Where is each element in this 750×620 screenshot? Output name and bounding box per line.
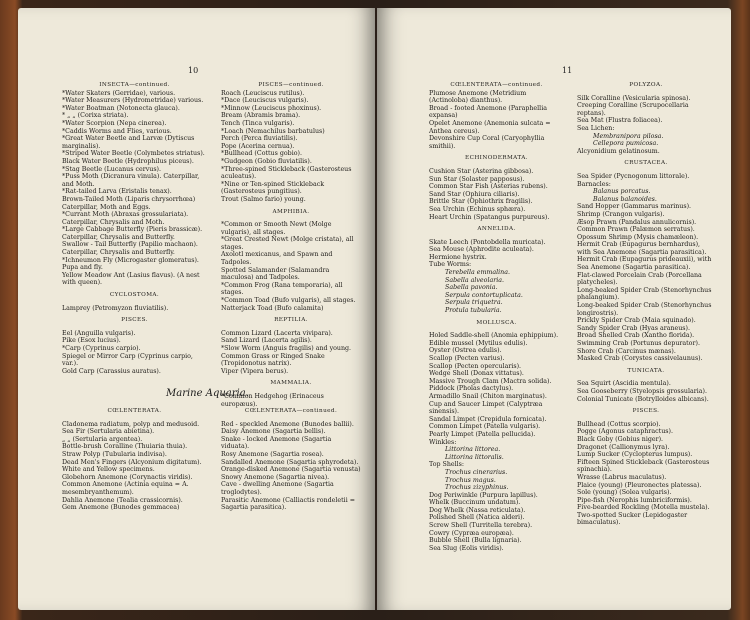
list-entry: Armadillo Snail (Chiton marginatus). (429, 392, 547, 400)
list-entry: *Three-spined Stickleback (Gasterosteus aculeatus). (221, 165, 352, 181)
list-entry: *Dace (Leuciscus vulgaris). (221, 97, 309, 105)
sub-entry: Balanus porcatus. (593, 188, 651, 196)
list-entry: Sea Fir (Sertularia abietina). (62, 428, 155, 436)
list-entry: Bream (Abramis brama). (221, 112, 301, 120)
section-heading: TUNICATA. (627, 367, 665, 374)
list-entry: Cowry (Cypræa europæa). (429, 529, 514, 537)
list-entry: *Common Hedgehog (Erinaceus europæus). (221, 392, 324, 408)
list-entry: Swallow - Tail Butterfly (Papilio machaon). Caterpillar, Chrysalis and Butterfly. (62, 241, 198, 257)
list-entry: Orange-disked Anemone (Sagartia venusta) (221, 466, 361, 474)
list-entry: Two-spotted Sucker (Lepidogaster bimaculatus). (577, 511, 688, 527)
sub-entry: Serpula contortuplicata. (445, 291, 523, 299)
list-entry: Broad - footed Anemone (Paraphellia expansa) (429, 104, 547, 120)
list-entry: Wedge Shell (Donax vittatus). (429, 370, 524, 378)
sub-entry: Littorina littorea. (445, 446, 501, 454)
section-heading: PISCES. (632, 408, 660, 415)
list-entry: *Ichneumon Fly (Microgaster glomeratus). Pupa and fly. (62, 256, 199, 272)
list-entry: Lump Sucker (Cyclopterus lumpus). (577, 451, 693, 459)
list-entry: *Loach (Nemachilus barbatulus) (221, 127, 325, 135)
list-entry: Screw Shell (Turritella terebra). (429, 522, 533, 530)
section-title: Marine Aquaria. (166, 388, 249, 399)
list-entry: Pope (Acerina cernua). (221, 142, 295, 150)
list-entry: Sea Mat (Flustra foliacea). (577, 117, 663, 125)
list-entry: Oyster (Ostrea edulis). (429, 347, 502, 355)
list-entry: Barnacles: (577, 180, 611, 188)
list-entry: Shore Crab (Carcinus mænas). (577, 347, 676, 355)
list-entry: Cup and Saucer Limpet (Calyptræa sinensis). (429, 400, 543, 416)
list-entry: Masked Crab (Corystes cassivelaunus). (577, 355, 703, 363)
list-entry: Dahlia Anemone (Tealia crassicornis). (62, 496, 183, 504)
left-col-3 (62, 408, 207, 512)
list-entry: *Great Crested Newt (Molge cristata), all stages. (221, 236, 354, 251)
list-entry: Pipe-fish (Nerophis lumbriciformis). (577, 496, 692, 504)
section-heading: CŒLENTERATA—continued. (450, 82, 543, 88)
list-entry: *Water Boatman (Notonecta glauca). (62, 104, 180, 112)
list-entry: Prickly Spider Crab (Maia squinado). (577, 317, 696, 325)
list-entry: Common Grass or Ringed Snake (Tropidonotus natrix). (221, 352, 325, 368)
list-entry: Dragonet (Callionymus lyra). (577, 443, 670, 451)
list-entry: Sandalled Anemone (Sagartia sphyrodeta). (221, 458, 359, 466)
list-entry: Common Lizard (Lacerta vivipara). (221, 329, 333, 337)
sub-entry: Cellepora pumicosa. (593, 140, 659, 148)
list-entry: *Slow Worm (Anguis fragilis) and young. (221, 345, 352, 352)
section-heading: POLYZOA. (629, 82, 663, 88)
list-entry: Black Water Beetle (Hydrophilus piceus). (62, 157, 194, 165)
list-entry: Gold Carp (Carassius auratus). (62, 367, 161, 375)
list-entry: Hermit Crab (Eupagurus prideauxii), with Sea Anemone (Sagartia parasitica). (577, 256, 712, 272)
list-entry: Common Prawn (Palæmon serratus). (577, 226, 695, 234)
list-entry: Brittle Star (Ophiothrix fragilis). (429, 198, 533, 206)
sub-entry: Sabella alveolaria. (445, 276, 504, 284)
list-entry: Cave - dwelling Anemone (Sagartia troglodytes). (221, 481, 334, 496)
list-entry: Trout (Salmo fario) young. (221, 195, 306, 203)
list-entry: *Water Scorpion (Nepa cinerea). (62, 119, 167, 127)
section-heading: ANNELIDA. (477, 226, 516, 233)
list-entry: Yellow Meadow Ant (Lasius flavus). (A nest with queen). (62, 271, 200, 287)
list-entry: *Stag Beetle (Lucanus cervus). (62, 165, 162, 173)
list-entry: Five-bearded Rockling (Motella mustela). (577, 504, 710, 512)
list-entry: *Common or Smooth Newt (Molge vulgaris), all stages. (221, 221, 332, 236)
list-entry: Fifteen Spined Stickleback (Gasterosteus spinachia). (577, 458, 710, 474)
list-entry: *Rat-tailed Larva (Eristalis tenax). (62, 188, 172, 196)
right-col-2 (577, 82, 715, 527)
list-entry: Sea Slug (Eolis viridis). (429, 544, 504, 552)
list-entry: Silk Coralline (Vesicularia spinosa). (577, 94, 691, 102)
list-entry: Colonial Tunicate (Botrylloides albicans). (577, 395, 709, 403)
list-entry: Dog Whelk (Nassa reticulata). (429, 506, 526, 514)
list-entry: Æsop Prawn (Pandalus annulicornis). (577, 218, 697, 226)
list-entry: Black Goby (Gobius niger). (577, 435, 664, 443)
list-entry: Natterjack Toad (Bufo calamita) (221, 304, 324, 312)
list-entry: *Water Skaters (Gerridae), various. (62, 89, 176, 97)
list-entry: Common Star Fish (Asterias rubens). (429, 183, 548, 191)
section-heading: CŒLENTERATA. (107, 408, 162, 414)
section-heading: AMPHIBIA. (272, 208, 310, 215)
list-entry: Plaice (young) (Pleuronectes platessa). (577, 481, 702, 489)
list-entry: Opelet Anemone (Anemonia sulcata = Anthea cereus). (429, 119, 551, 135)
section-heading: CŒLENTERATA—continued. (244, 408, 338, 414)
sub-entry: Littorina littoralis. (445, 453, 504, 461)
list-entry: Long-beaked Spider Crab (Stenorhynchus phalangium). (577, 286, 712, 302)
list-entry: Edible mussel (Mytilus edulis). (429, 339, 528, 347)
right-col-1 (429, 82, 564, 552)
section-heading: PISCES—continued. (258, 82, 324, 88)
list-entry: Common Anemone (Actinia equina = A. mesembryanthemum). (62, 481, 189, 496)
left-col-1 (62, 82, 207, 375)
list-entry: Sea Spider (Pycnogonum littorale). (577, 172, 690, 180)
list-entry: Snowy Anemone (Sagartia nivea). (221, 473, 330, 481)
list-entry: Hermione hystrix. (429, 253, 487, 261)
list-entry: Pearly Limpet (Patella pellucida). (429, 430, 536, 438)
sub-entry: Trochus zizyphinus. (445, 484, 509, 492)
left-page (18, 8, 375, 610)
list-entry: Alcyonidium gelatinosum. (577, 147, 660, 155)
list-entry: Cladonema radiatum, polyp and medusoid. (62, 420, 200, 428)
list-entry: Pike (Esox lucius). (62, 337, 121, 345)
list-entry: Sea Mouse (Aphrodite aculeata). (429, 246, 534, 254)
page-number: 11 (562, 66, 573, 75)
list-entry: Gem Anemone (Bunodes gemmacea) (62, 504, 180, 512)
section-heading: MAMMALIA. (270, 380, 312, 387)
list-entry: Perch (Perca fluviatilis). (221, 135, 298, 143)
list-entry: Holed Saddle-shell (Anomia ephippium). (429, 332, 559, 340)
list-entry: Top Shells: (429, 461, 465, 469)
list-entry: *Water Measurers (Hydrometridae) various. (62, 97, 204, 105)
list-entry: Tench (Tinca vulgaris). (221, 119, 295, 127)
list-entry: Sand Star (Ophiura ciliaris). (429, 190, 520, 198)
list-entry: Common Limpet (Patella vulgaris). (429, 423, 541, 431)
list-entry: Dead Men's Fingers (Alcyonium digitatum). White and Yellow specimens. (62, 458, 202, 474)
list-entry: Heart Urchin (Spatangus purpureus). (429, 213, 550, 221)
list-entry: Hermit Crab (Eupagurus bernhardus), with Sea Anemone (Sagartia parasitica). (577, 241, 707, 256)
list-entry: Axolotl mexicanus, and Spawn and Tadpoles. (221, 251, 333, 267)
list-entry: *Common Toad (Bufo vulgaris), all stages. (221, 297, 356, 305)
list-entry: *Gudgeon (Gobio fluviatilis). (221, 157, 312, 165)
list-entry: Shrimp (Crangon vulgaris). (577, 210, 665, 218)
list-entry: Piddock (Pholas dactylus). (429, 385, 514, 393)
section-heading: PISCES. (121, 317, 148, 324)
list-entry: Sandy Spider Crab (Hyas araneus). (577, 324, 690, 332)
list-entry: Viper (Vipera berus). (221, 367, 289, 375)
list-entry: Creeping Coralline (Scrupocellaria reptans). (577, 102, 689, 117)
sub-entry: Protula tubularia. (445, 307, 502, 315)
sub-entry: Trochus magus. (445, 476, 496, 484)
list-entry: Long-beaked Spider Crab (Stenorhynchus longirostris). (577, 302, 712, 317)
list-entry: Straw Polyp (Tubularia indivisa). (62, 450, 167, 458)
list-entry: *Minnow (Leuciscus phoxinus). (221, 104, 322, 112)
list-entry: Sea Gooseberry (Styelopsis grossularia). (577, 387, 707, 395)
list-entry: Rosy Anemone (Sagartia rosea). (221, 450, 324, 458)
list-entry: Sandal Limpet (Crepidula fornicata). (429, 415, 547, 423)
section-heading: MOLLUSCA. (476, 319, 517, 326)
list-entry: Scallop (Pecten varius). (429, 355, 505, 362)
list-entry: Sea Lichen: (577, 124, 615, 132)
sub-entry: Serpula triquetra. (445, 299, 503, 307)
list-entry: Massive Trough Clam (Mactra solida). (429, 377, 552, 385)
list-entry: Winkles: (429, 438, 457, 446)
left-col-2 (221, 82, 361, 408)
list-entry: Flat-clawed Porcelain Crab (Porcellana platycheles). (577, 271, 702, 287)
list-entry: *Nine or Ten-spined Stickleback (Gasterosteus pungitius). (221, 180, 325, 196)
list-entry: *Currant Moth (Abraxas grossulariata). Caterpillar, Chrysalis and Moth. (62, 211, 189, 226)
list-entry: Cushion Star (Asterina gibbosa). (429, 167, 534, 175)
sub-entry: Trochus cinerarius. (445, 468, 508, 476)
list-entry: Sand Hopper (Gammarus marinus). (577, 203, 692, 211)
section-heading: ECHINODERMATA. (465, 155, 528, 162)
list-entry: Red - speckled Anemone (Bunodes ballii). (221, 420, 354, 428)
list-entry: *Carp (Cyprinus carpio). (62, 345, 141, 352)
list-entry: Lamprey (Petromyzon fluviatilis). (62, 304, 169, 312)
left-col-4 (221, 408, 361, 512)
list-entry: Plumose Anemone (Metridium (Actinoloba) dianthus). (429, 89, 527, 105)
list-entry: „ „ (Sertularia argentea). (62, 435, 143, 443)
right-page (377, 8, 731, 610)
section-heading: CRUSTACEA. (624, 160, 668, 167)
list-entry: Spotted Salamander (Salamandra maculosa) and Tadpoles. (221, 266, 330, 282)
list-entry: *Great Water Beetle and Larvæ (Dytiscus marginalis). (62, 135, 195, 150)
section-heading: INSECTA—continued. (99, 82, 170, 88)
list-entry: *Puss Moth (Dicranura vinula). Caterpillar, and Moth. (62, 173, 200, 188)
list-entry: Sand Lizard (Lacerta agilis). (221, 337, 312, 345)
list-entry: *Common Frog (Rana temporaria), all stages. (221, 281, 343, 297)
list-entry: Devonshire Cup Coral (Caryophyllia smithii). (429, 135, 545, 150)
list-entry: Tube Worms: (429, 261, 472, 269)
list-entry: Sea Squirt (Ascidia mentula). (577, 380, 671, 388)
list-entry: Wrasse (Labrus maculatus). (577, 473, 667, 481)
list-entry: Roach (Leuciscus rutilus). (221, 89, 305, 97)
list-entry: Parasitic Anemone (Calliactis rondeletii = Sagartia parasitica). (221, 496, 355, 512)
list-entry: Scallop (Pecten opercularis). (429, 362, 522, 370)
list-entry: Eel (Anguilla vulgaris). (62, 329, 136, 337)
list-entry: Opossum Shrimp (Mysis chamæleon). (577, 233, 699, 241)
list-entry: Skate Leech (Pontobdella muricata). (429, 238, 546, 246)
sub-entry: Balanus balanoides. (593, 195, 657, 203)
sub-entry: Sabella pavonia. (445, 284, 498, 292)
list-entry: Bullhead (Cottus scorpio). (577, 420, 661, 428)
list-entry: Bubble Shell (Bulla lignaria). (429, 537, 522, 545)
list-entry: *Large Cabbage Butterfly (Pieris brassicæ). Caterpillar, Chrysalis and Butterfly. (62, 226, 203, 241)
list-entry: Polished Shell (Natica alderi). (429, 514, 525, 522)
list-entry: * „ „ (Corixa striata). (62, 112, 129, 120)
list-entry: Pogge (Agonus cataphractus). (577, 428, 673, 436)
list-entry: Sole (young) (Solea vulgaris). (577, 489, 672, 497)
list-entry: Spiegel or Mirror Carp (Cyprinus carpio, var.). (62, 352, 193, 368)
list-entry: *Striped Water Beetle (Colymbetes striatus). (62, 150, 205, 158)
list-entry: Dog Periwinkle (Purpura lapillus). (429, 491, 538, 499)
section-heading: CYCLOSTOMA. (109, 292, 160, 299)
sub-entry: Terebella emmalina. (445, 269, 510, 277)
list-entry: Sun Star (Solaster papposus). (429, 175, 525, 183)
list-entry: Swimming Crab (Portunus depurator). (577, 340, 700, 347)
list-entry: Broad Shelled Crab (Xantho florida). (577, 332, 695, 340)
list-entry: Snake - locked Anemone (Sagartia viduata). (221, 435, 332, 451)
section-heading: REPTILIA. (274, 317, 308, 324)
sub-entry: Membranipora pilosa. (593, 132, 664, 140)
list-entry: Sea Urchin (Echinus sphæra). (429, 205, 526, 213)
list-entry: Whelk (Buccinum undatum). (429, 499, 521, 507)
list-entry: Brown-Tailed Moth (Liparis chrysorrhœa) Caterpillar, Moth and Eggs. (62, 195, 196, 211)
list-entry: Globehorn Anemone (Corynactis viridis). (62, 473, 193, 481)
list-entry: *Caddis Worms and Flies, various. (62, 127, 172, 135)
list-entry: Daisy Anemone (Sagartia bellis). (221, 428, 326, 436)
page-number: 10 (188, 66, 199, 75)
list-entry: Bottle-brush Coralline (Thuiaria thuia). (62, 443, 188, 451)
list-entry: *Bullhead (Cottus gobio). (221, 150, 302, 158)
